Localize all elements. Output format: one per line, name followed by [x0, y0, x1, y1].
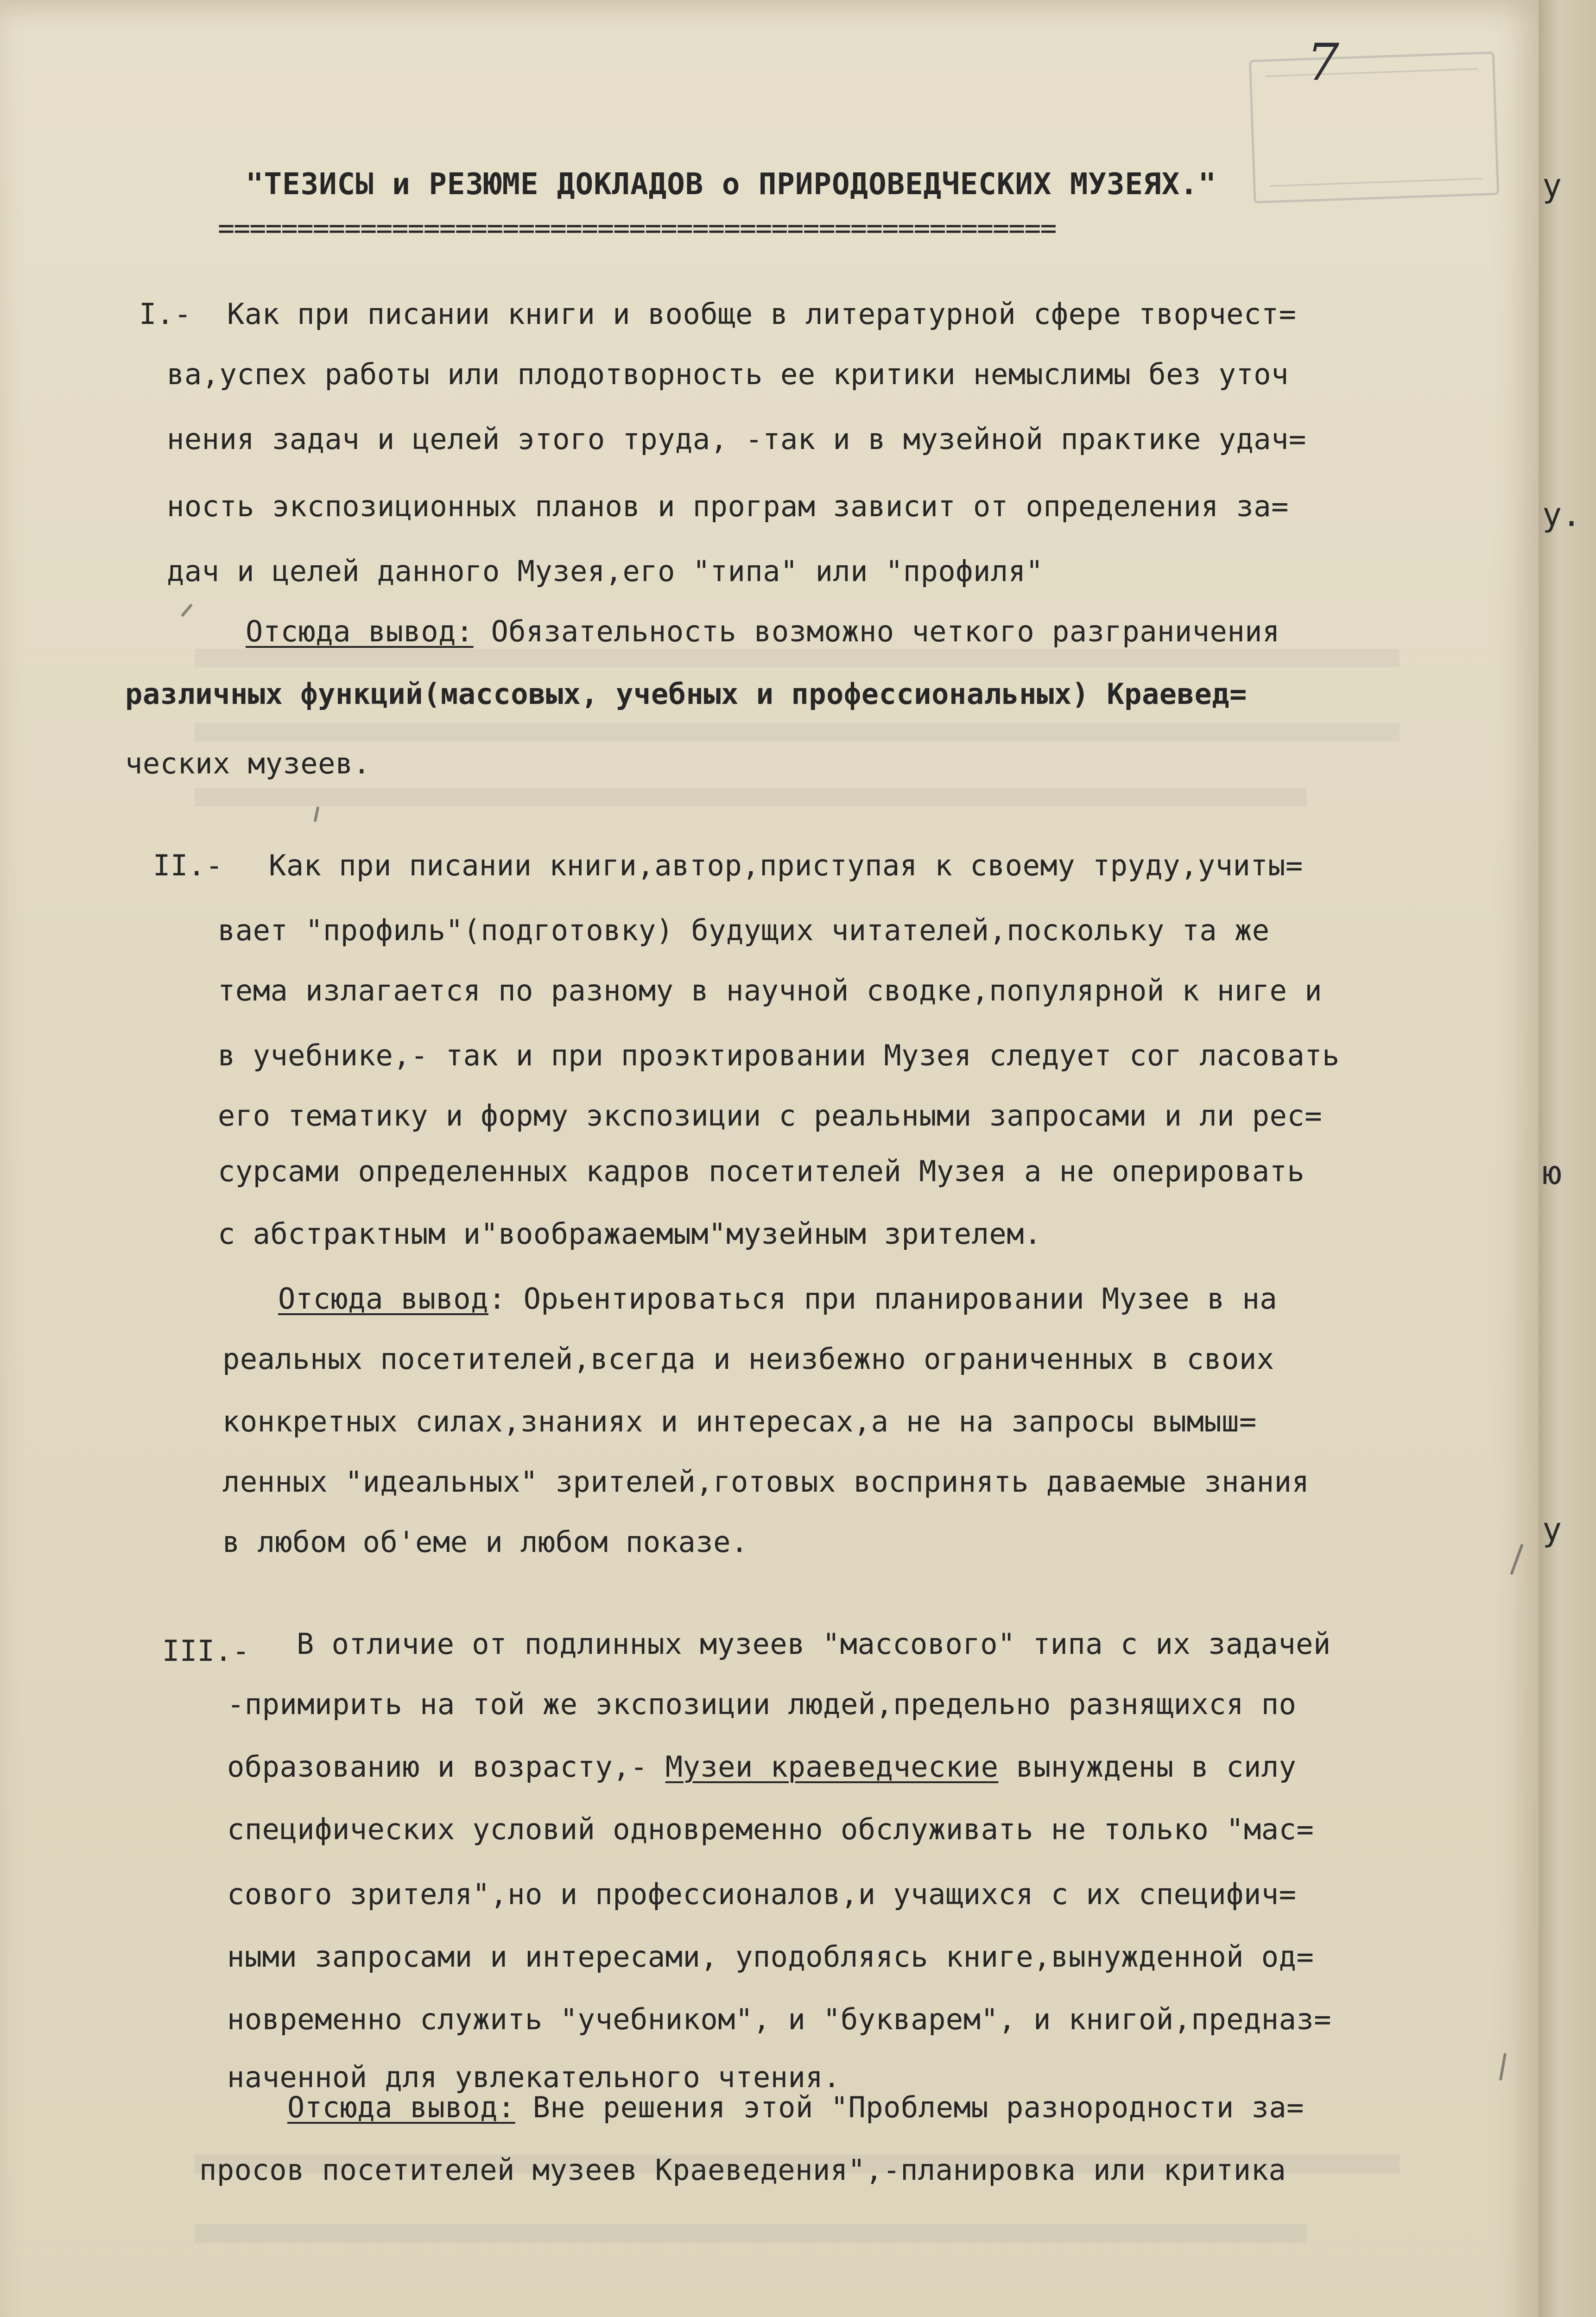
- conclusion-text: : Орьентироваться при планировании Музее в на: [488, 1282, 1278, 1316]
- bleed-through-band: [195, 2224, 1307, 2243]
- section-3-conclusion: [287, 2090, 1304, 2125]
- bleed-through-band: [195, 649, 1400, 667]
- section-1-conclusion-line: ческих музеев.: [125, 747, 371, 780]
- next-page-edge: [1539, 0, 1596, 2317]
- conclusion-text: Вне решения этой "Проблемы разнородности за=: [515, 2090, 1304, 2124]
- section-3-marker: III.-: [162, 1634, 250, 1668]
- section-2-conclusion-line: конкретных силах,знаниях и интересах,а не на запросы вымыш=: [222, 1405, 1257, 1438]
- section-3-line: [227, 1749, 1296, 1785]
- section-1-line: ва,успех работы или плодотворность ее критики немыслимы без уточ: [167, 357, 1289, 391]
- section-1-conclusion: [246, 614, 1280, 649]
- archive-stamp: [1249, 51, 1499, 203]
- pencil-mark: [1510, 1544, 1524, 1575]
- section-3-line: наченной для увлекательного чтения.: [227, 2060, 841, 2094]
- conclusion-label: Отсюда вывод: [278, 1282, 488, 1316]
- pencil-mark: [314, 806, 320, 823]
- bleed-through-band: [195, 788, 1307, 806]
- conclusion-label: Отсюда вывод:: [246, 614, 474, 648]
- section-3-line: новременно служить "учебником", и "букварем", и книгой,предназ=: [227, 2002, 1332, 2036]
- section-3-line: сового зрителя",но и профессионалов,и учащихся с их специфич=: [227, 1877, 1297, 1911]
- section-2-line: его тематику и форму экспозиции с реальными запросами и ли рес=: [218, 1099, 1323, 1133]
- edge-fragment: у: [1542, 1511, 1562, 1549]
- section-2-conclusion: [278, 1281, 1277, 1317]
- document-title: "ТЕЗИСЫ и РЕЗЮМЕ ДОКЛАДОВ о ПРИРОДОВЕДЧЕСКИХ МУЗЕЯХ.": [246, 167, 1217, 202]
- section-2-conclusion-line: реальных посетителей,всегда и неизбежно ограниченных в своих: [222, 1342, 1274, 1376]
- section-3-line: В отличие от подлинных музеев "массового" типа с их задачей: [297, 1627, 1331, 1661]
- pencil-mark: [181, 603, 193, 617]
- section-2-line: сурсами определенных кадров посетителей Музея а не оперировать: [218, 1154, 1305, 1188]
- section-2-conclusion-line: ленных "идеальных" зрителей,готовых воспринять даваемые знания: [222, 1465, 1310, 1499]
- section-1-line: нения задач и целей этого труда, -так и в музейной практике удач=: [167, 422, 1306, 456]
- section-3-line: специфических условий одновременно обслуживать не только "мас=: [227, 1812, 1314, 1846]
- section-2-conclusion-line: в любом об'еме и любом показе.: [222, 1525, 748, 1559]
- folio-number: 7: [1307, 32, 1339, 92]
- section-3-line: ными запросами и интересами, уподобляясь книге,вынужденной од=: [227, 1940, 1314, 1974]
- section-2-line: в учебнике,- так и при проэктировании Музея следует сог ласовать: [218, 1038, 1340, 1072]
- section-2-line: Как при писании книги,автор,приступая к своему труду,учиты=: [269, 848, 1303, 882]
- section-2-line: с абстрактным и"воображаемым"музейным зрителем.: [218, 1217, 1042, 1251]
- section-1-marker: I.-: [139, 297, 192, 331]
- edge-fragment: ю: [1542, 1154, 1562, 1192]
- title-double-rule: =====================================================: [218, 212, 1056, 245]
- line-start: образованию и возрасту,-: [227, 1750, 665, 1784]
- section-1-line: дач и целей данного Музея,его "типа" или "профиля": [167, 554, 1044, 588]
- museum-type-highlight: Музеи краеведческие: [665, 1750, 999, 1784]
- line-end: вынуждены в силу: [998, 1750, 1297, 1784]
- edge-fragment: у: [1542, 167, 1562, 205]
- section-3-line: -примирить на той же экспозиции людей,предельно разнящихся по: [227, 1687, 1297, 1721]
- conclusion-label: Отсюда вывод:: [287, 2090, 515, 2124]
- bleed-through-band: [195, 723, 1400, 741]
- pencil-mark: [1499, 2053, 1507, 2081]
- section-3-conclusion-line: просов посетителей музеев Краеведения",-планировка или критика: [199, 2153, 1286, 2187]
- conclusion-text: Обязательность возможно четкого разграничения: [473, 614, 1280, 648]
- section-2-line: вает "профиль"(подготовку) будущих читателей,поскольку та же: [218, 913, 1270, 947]
- section-1-line: ность экспозиционных планов и програм зависит от определения за=: [167, 489, 1289, 523]
- edge-fragment: у.: [1542, 496, 1582, 534]
- section-1-conclusion-line: различных функций(массовых, учебных и профессиональных) Краевед=: [125, 677, 1247, 711]
- section-2-line: тема излагается по разному в научной сводке,популярной к ниге и: [218, 974, 1323, 1007]
- section-1-line: Как при писании книги и вообще в литературной сфере творчест=: [227, 297, 1297, 331]
- section-2-marker: II.-: [153, 848, 223, 882]
